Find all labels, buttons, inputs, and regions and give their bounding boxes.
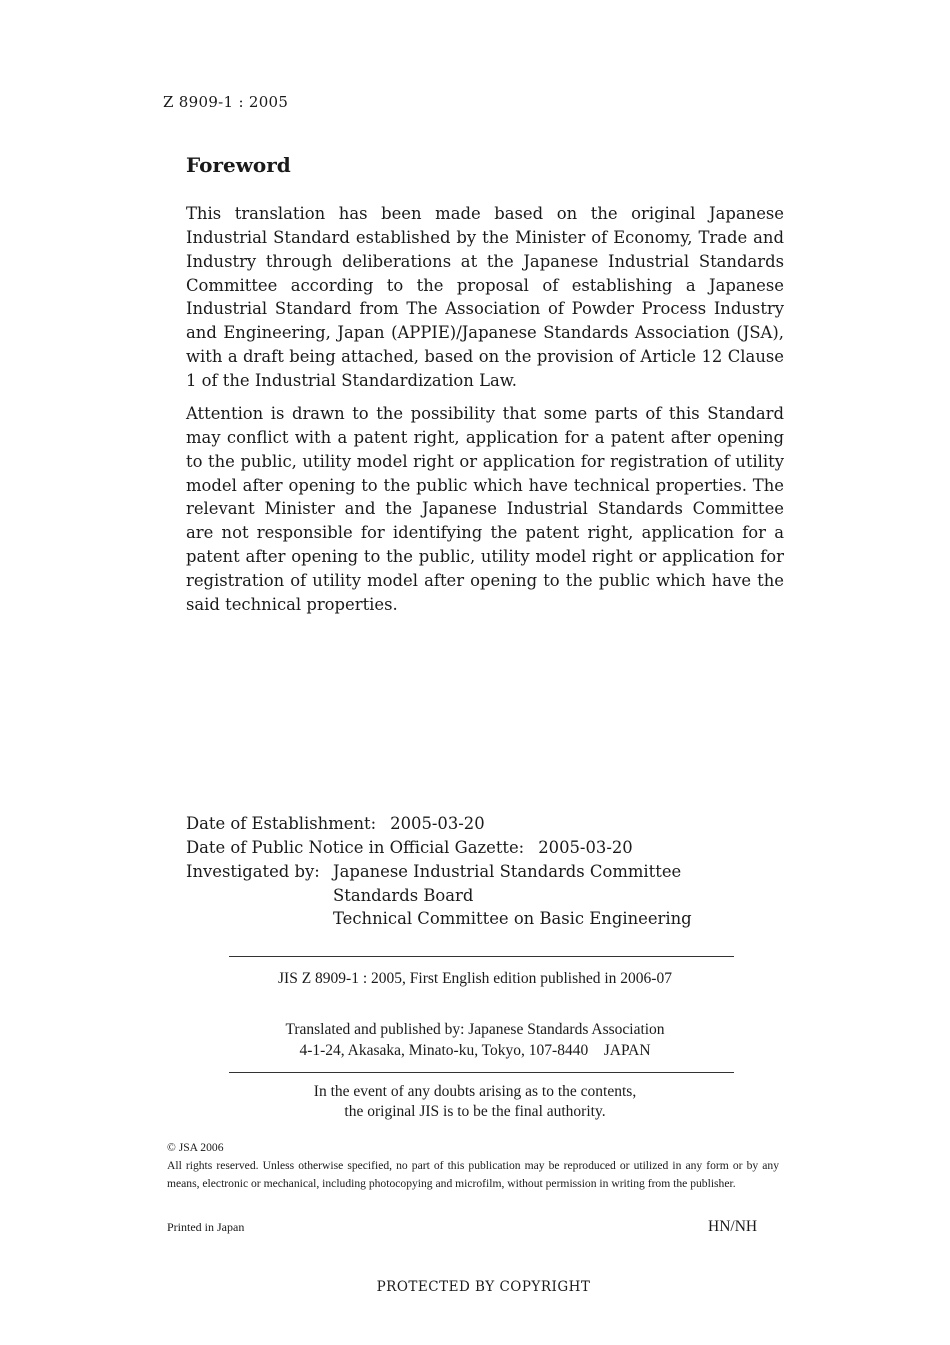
- establishment-date: 2005-03-20: [390, 814, 485, 833]
- foreword-paragraph-2: Attention is drawn to the possibility that some parts of this Standard may conflict with a patent right, application for a patent after opening to the public, utility model right or application for registration of utility model after opening to the public which have technical properties. The relevant Minister and the Japanese Industrial Standards Committee are not responsible for identifying the patent right, application for a patent after opening to the public, utility model right or application for registration of utility model after opening to the public which have the said technical properties.: [186, 404, 784, 614]
- investigated-label: Investigated by:: [186, 862, 320, 881]
- address-line: 4-1-24, Akasaka, Minato-ku, Tokyo, 107-8440 JAPAN: [299, 1042, 651, 1059]
- gazette-date: 2005-03-20: [538, 838, 633, 857]
- gazette-row: [186, 836, 633, 860]
- page-title: Foreword: [186, 153, 291, 177]
- authority-line-1: In the event of any doubts arising as to the contents,: [313, 1083, 637, 1100]
- document-header: Z 8909-1 : 2005: [163, 93, 289, 111]
- divider-top: [229, 956, 734, 957]
- investigated-line: Standards Board: [333, 885, 474, 905]
- investigated-line: Japanese Industrial Standards Committee: [333, 862, 682, 881]
- gazette-label: Date of Public Notice in Official Gazette:: [186, 838, 525, 857]
- edition-line: JIS Z 8909-1 : 2005, First English edition published in 2006-07: [278, 970, 672, 987]
- copyright-notice: © JSA 2006: [167, 1141, 224, 1154]
- rights-statement: All rights reserved. Unless otherwise specified, no part of this publication may be reproduced or utilized in any form or by any means, electronic or mechanical, including photocopying and microfilm, without permission in writing from the publisher.: [167, 1159, 779, 1190]
- authority-line-2: the original JIS is to be the final authority.: [344, 1103, 606, 1120]
- divider-bottom: [229, 1072, 734, 1073]
- establishment-row: [186, 812, 485, 836]
- investigated-list: [333, 860, 692, 931]
- investigated-line: Technical Committee on Basic Engineering: [333, 909, 692, 929]
- copyright-footer: PROTECTED BY COPYRIGHT: [376, 1279, 591, 1295]
- document-code: HN/NH: [708, 1218, 758, 1235]
- investigated-row: [186, 860, 746, 932]
- foreword-paragraph-1: This translation has been made based on the original Japanese Industrial Standard established by the Minister of Economy, Trade and Industry through deliberations at the Japanese Industrial Standards Committee according to the proposal of establishing a Japanese Industrial Standard from The Association of Powder Process Industry and Engineering, Japan (APPIE)/Japanese Standards Association (JSA), with a draft being attached, based on the provision of Article 12 Clause 1 of the Industrial Standardization Law.: [186, 204, 784, 390]
- translated-by-line: Translated and published by: Japanese Standards Association: [285, 1021, 665, 1038]
- printed-in: Printed in Japan: [167, 1220, 245, 1234]
- establishment-label: Date of Establishment:: [186, 814, 377, 833]
